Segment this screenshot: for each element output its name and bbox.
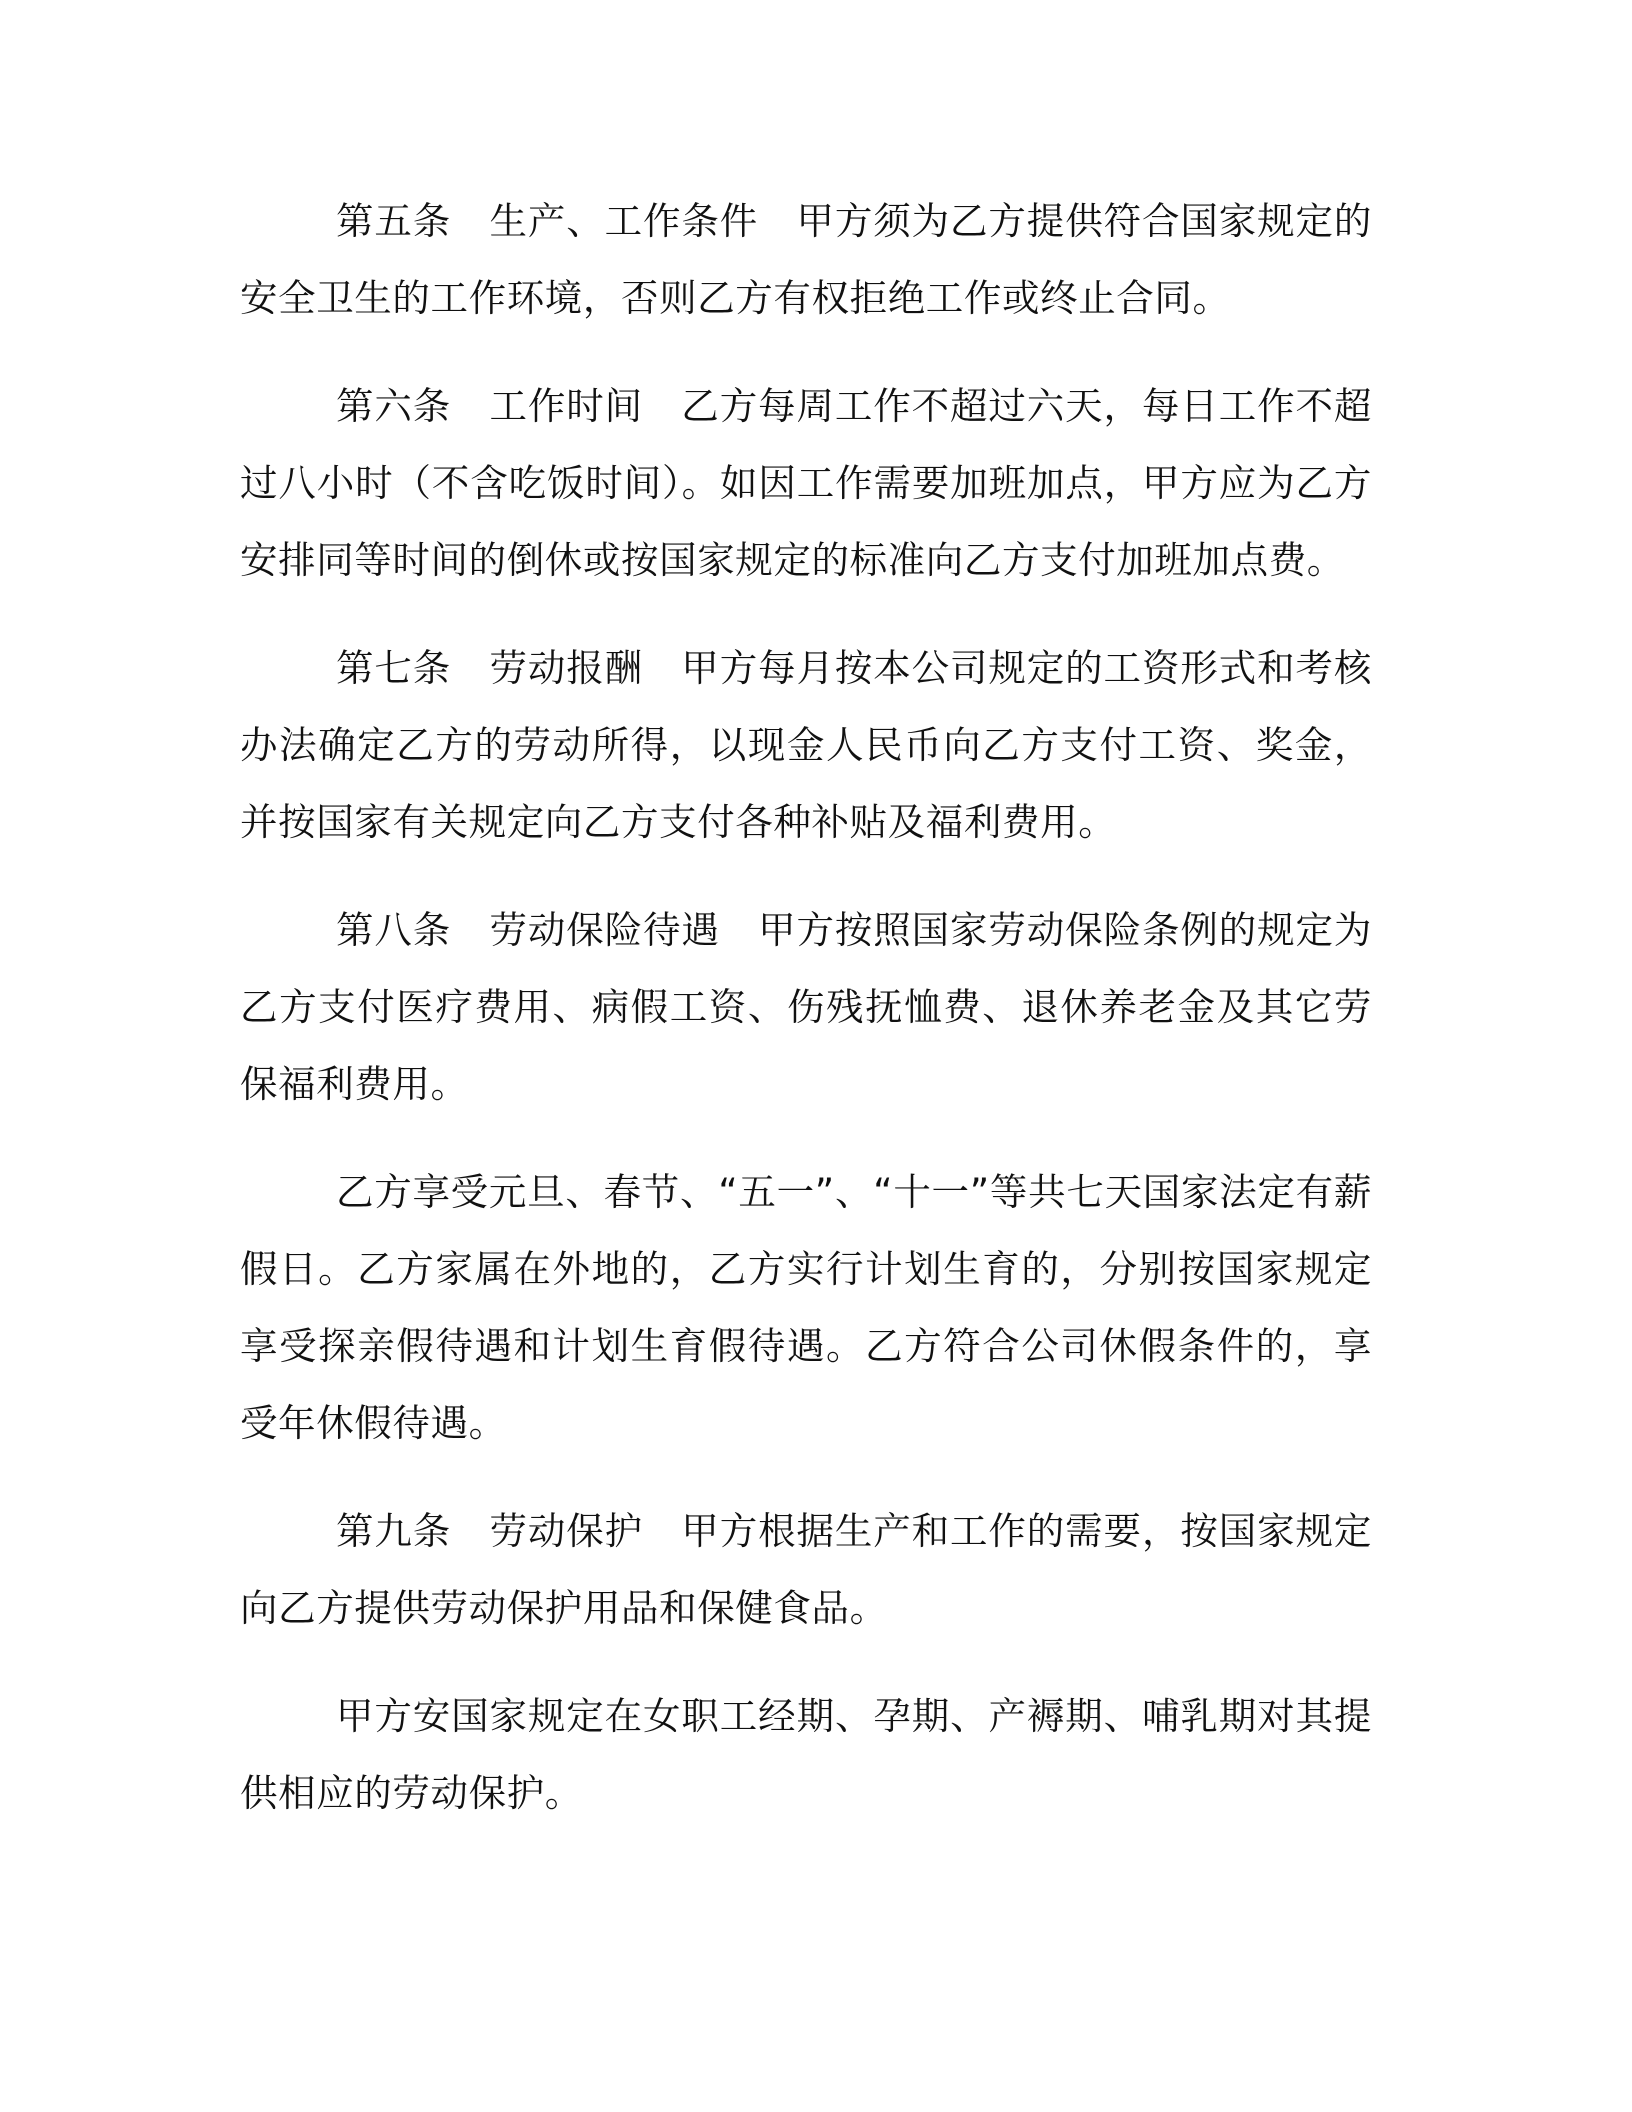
article-number: 第七条 — [336, 646, 452, 690]
article-number: 第六条 — [336, 384, 452, 428]
article-number: 第九条 — [336, 1509, 452, 1553]
article-heading: 劳动报酬 — [489, 646, 644, 690]
article-heading: 生产、工作条件 — [489, 199, 759, 243]
article-heading: 劳动保险待遇 — [489, 908, 720, 952]
article-body: 甲方须为乙方提供符合国家规定的安全卫生的工作环境，否则乙方有权拒绝工作或终止合同。 — [240, 199, 1373, 320]
article-number: 第五条 — [336, 199, 452, 243]
holidays-paragraph: 乙方享受元旦、春节、“五一”、“十一”等共七天国家法定有薪假日。乙方家属在外地的，乙方实行计划生育的，分别按国家规定享受探亲假待遇和计划生育假待遇。乙方符合公司休假条件的，享受年休假待遇。 — [240, 1170, 1372, 1445]
article-body: 乙方每周工作不超过六天，每日工作不超过八小时（不含吃饭时间）。如因工作需要加班加点，甲方应为乙方安排同等时间的倒休或按国家规定的标准向乙方支付加班加点费。 — [240, 384, 1372, 582]
article-7-paragraph — [240, 630, 1372, 861]
article-body: 甲方根据生产和工作的需要，按国家规定向乙方提供劳动保护用品和保健食品。 — [240, 1509, 1372, 1630]
article-9-paragraph — [240, 1493, 1372, 1647]
article-5-paragraph — [240, 183, 1372, 337]
article-6-paragraph — [240, 368, 1372, 599]
document-body — [240, 183, 1372, 1863]
article-heading: 工作时间 — [489, 384, 644, 428]
article-heading: 劳动保护 — [489, 1509, 644, 1553]
article-number: 第八条 — [336, 908, 452, 952]
female-protection-paragraph: 甲方安国家规定在女职工经期、孕期、产褥期、哺乳期对其提供相应的劳动保护。 — [240, 1694, 1372, 1815]
article-body: 甲方每月按本公司规定的工资形式和考核办法确定乙方的劳动所得，以现金人民币向乙方支付工资、奖金，并按国家有关规定向乙方支付各种补贴及福利费用。 — [240, 646, 1372, 844]
article-body: 甲方按照国家劳动保险条例的规定为乙方支付医疗费用、病假工资、伤残抚恤费、退休养老金及其它劳保福利费用。 — [240, 908, 1372, 1106]
article-8-paragraph — [240, 892, 1372, 1123]
